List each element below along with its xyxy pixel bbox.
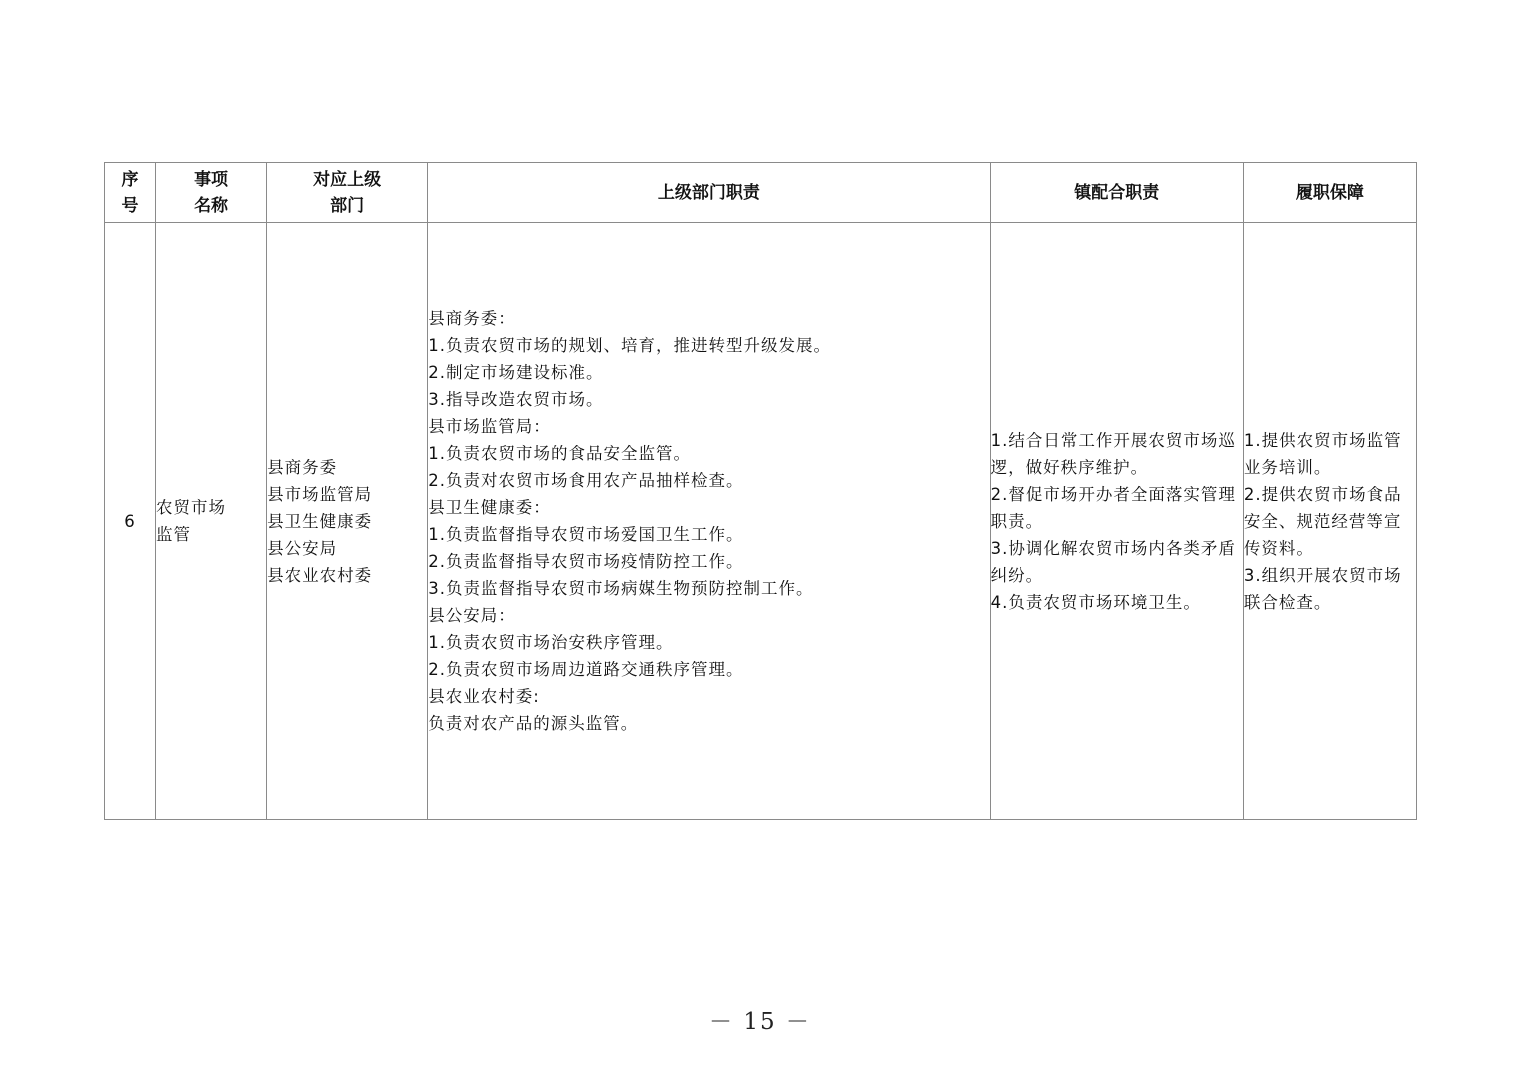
guarantee-line: 1.提供农贸市场监管业务培训。 (1243, 430, 1402, 477)
header-higher-dept-line-2: 部门 (330, 195, 365, 216)
header-town-duties: 镇配合职责 (990, 163, 1243, 223)
header-item-name (156, 163, 267, 223)
dept-line: 县农业农村委 (267, 565, 373, 585)
guarantee-line: 3.组织开展农贸市场联合检查。 (1243, 565, 1402, 612)
cell-higher-duties (428, 223, 990, 820)
duty-line: 1.负责农贸市场的规划、培育，推进转型升级发展。 (428, 336, 831, 355)
header-item-name-line-2: 名称 (194, 195, 229, 216)
dept-line: 县卫生健康委 (267, 511, 373, 531)
header-higher-duties: 上级部门职责 (428, 163, 990, 223)
header-seq (105, 163, 156, 223)
duty-line: 县农业农村委: (428, 687, 540, 706)
cell-town-duties (990, 223, 1243, 820)
header-guarantees: 履职保障 (1243, 163, 1416, 223)
header-higher-dept-line-1: 对应上级 (313, 169, 382, 190)
duty-line: 县公安局： (428, 606, 516, 625)
duty-line: 2.负责农贸市场周边道路交通秩序管理。 (428, 660, 744, 679)
town-duty-line: 1.结合日常工作开展农贸市场巡逻，做好秩序维护。 (990, 430, 1236, 477)
duty-line: 3.指导改造农贸市场。 (428, 390, 604, 409)
cell-seq: 6 (105, 223, 156, 820)
town-duty-line: 3.协调化解农贸市场内各类矛盾纠纷。 (990, 538, 1236, 585)
header-row (105, 163, 1417, 223)
duty-line: 1.负责农贸市场的食品安全监管。 (428, 444, 691, 463)
duty-line: 县商务委： (428, 309, 516, 328)
item-name-line: 监管 (156, 525, 192, 544)
duty-line: 1.负责监督指导农贸市场爱国卫生工作。 (428, 525, 744, 544)
duty-line: 县市场监管局： (428, 417, 551, 436)
duty-table (104, 162, 1417, 820)
duty-line: 3.负责监督指导农贸市场病媒生物预防控制工作。 (428, 579, 814, 598)
item-name-line: 农贸市场 (156, 498, 227, 517)
town-duty-line: 2.督促市场开办者全面落实管理职责。 (990, 484, 1236, 531)
dept-line: 县公安局 (267, 538, 338, 558)
header-higher-dept (267, 163, 428, 223)
cell-guarantees (1243, 223, 1416, 820)
header-seq-line-1: 序 (121, 169, 139, 190)
guarantee-line: 2.提供农贸市场食品安全、规范经营等宣传资料。 (1243, 484, 1402, 558)
dept-line: 县商务委 (267, 457, 338, 477)
town-duty-line: 4.负责农贸市场环境卫生。 (990, 592, 1201, 612)
header-item-name-line-1: 事项 (194, 169, 229, 190)
duty-line: 负责对农产品的源头监管。 (428, 714, 639, 733)
header-seq-line-2: 号 (121, 195, 139, 216)
duty-line: 县卫生健康委： (428, 498, 551, 517)
duty-line: 2.负责监督指导农贸市场疫情防控工作。 (428, 552, 744, 571)
cell-higher-depts (267, 223, 428, 820)
cell-item-name (156, 223, 267, 820)
duty-line: 2.制定市场建设标准。 (428, 363, 604, 382)
duty-line: 2.负责对农贸市场食用农产品抽样检查。 (428, 471, 744, 490)
page-number: － 15 － (709, 1009, 811, 1035)
duty-line: 1.负责农贸市场治安秩序管理。 (428, 633, 674, 652)
table-row (105, 223, 1417, 820)
dept-line: 县市场监管局 (267, 484, 373, 504)
